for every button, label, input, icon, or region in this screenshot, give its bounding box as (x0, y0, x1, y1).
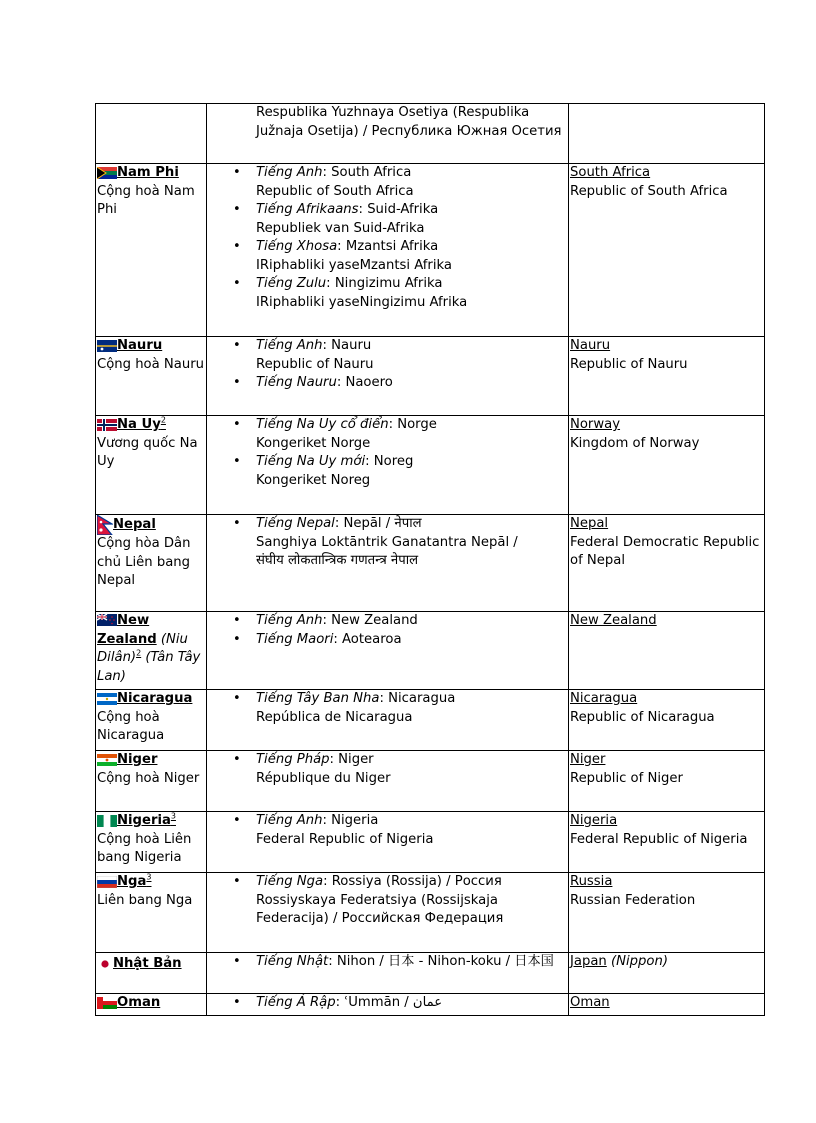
list-item: • Tiếng Xhosa: Mzantsi Afrika IRiphabliki yaseMzantsi Afrika (256, 238, 568, 275)
table-row (96, 994, 765, 1016)
country-link-nepal[interactable]: Nepal (113, 516, 156, 532)
nicaragua-flag-icon (97, 693, 117, 705)
country-link-nauru[interactable]: Nauru (117, 338, 163, 353)
list-item: • Tiếng Afrikaans: Suid-Afrika Republiek van Suid-Afrika (256, 201, 568, 238)
south-africa-flag-icon (97, 167, 117, 179)
english-official-name: Russian Federation (570, 892, 696, 908)
footnote-marker: 2 (160, 415, 166, 425)
list-item: • Tiếng Zulu: Ningizimu Afrika IRiphabliki yaseNingizimu Afrika (256, 275, 568, 312)
english-official-name: Kingdom of Norway (570, 435, 700, 451)
english-cell (569, 812, 765, 873)
language-list (208, 994, 568, 1013)
names-cell (207, 337, 569, 416)
russia-flag-icon (97, 876, 117, 888)
english-cell (569, 104, 765, 164)
names-cell (207, 953, 569, 994)
english-link[interactable]: Oman (570, 995, 610, 1010)
table-row (96, 104, 765, 164)
nepal-flag-icon (97, 515, 113, 535)
table-row (96, 873, 765, 953)
language-list (208, 751, 568, 788)
names-cell (207, 873, 569, 953)
language-list (208, 953, 568, 972)
official-name: Cộng hoà Liên bang Nigeria (97, 831, 192, 865)
official-name: Cộng hoà Nam Phi (97, 183, 195, 217)
nauru-flag-icon (97, 340, 117, 352)
table-row (96, 416, 765, 515)
names-cell (207, 104, 569, 164)
english-link[interactable]: Russia (570, 874, 613, 889)
english-link[interactable]: Niger (570, 752, 606, 767)
country-cell (96, 873, 207, 953)
official-name: Cộng hoà Nauru (97, 356, 204, 372)
country-cell (96, 515, 207, 612)
english-link[interactable]: Nauru (570, 338, 611, 353)
names-cell (207, 690, 569, 751)
language-list (208, 690, 568, 727)
table-row (96, 751, 765, 812)
english-cell (569, 690, 765, 751)
country-cell (96, 812, 207, 873)
names-cell (207, 994, 569, 1016)
country-link-na-uy[interactable]: Na Uy$^2$ (117, 415, 166, 432)
country-cell (96, 337, 207, 416)
english-link[interactable]: Nicaragua (570, 691, 638, 706)
nigeria-flag-icon (97, 815, 117, 827)
table-row (96, 953, 765, 994)
japan-flag-icon (97, 958, 113, 970)
english-note: (Nippon) (606, 954, 668, 969)
list-item: • Tiếng Maori: Aotearoa (256, 631, 568, 650)
english-link[interactable]: Nepal (570, 516, 609, 531)
country-link-oman[interactable]: Oman (117, 995, 161, 1010)
official-name: Vương quốc Na Uy (97, 435, 198, 469)
list-item: • Tiếng Anh: South Africa Republic of South Africa (256, 164, 568, 201)
english-official-name: Republic of South Africa (570, 183, 728, 199)
list-item: • Tiếng Anh: New Zealand (256, 612, 568, 631)
list-item: • Tiếng Nauru: Naoero (256, 374, 568, 393)
official-name: Cộng hoà Niger (97, 770, 200, 786)
country-link-niger[interactable]: Niger (117, 752, 158, 767)
english-cell (569, 164, 765, 337)
country-link-nam-phi[interactable]: Nam Phi (117, 165, 179, 180)
footnote-marker: 3 (170, 811, 176, 821)
country-cell (96, 994, 207, 1016)
norway-flag-icon (97, 419, 117, 431)
language-list (208, 612, 568, 649)
list-item: • Tiếng Tây Ban Nha: Nicaragua República de Nicaragua (256, 690, 568, 727)
english-cell (569, 612, 765, 690)
language-list (208, 873, 568, 929)
english-link[interactable]: Nigeria (570, 813, 618, 828)
language-list (208, 337, 568, 393)
table-row (96, 612, 765, 690)
table-row (96, 812, 765, 873)
english-cell (569, 953, 765, 994)
english-cell (569, 873, 765, 953)
english-link[interactable]: Japan (570, 954, 607, 969)
official-name: Cộng hòa Dân chủ Liên bang Nepal (97, 536, 191, 588)
english-official-name: Republic of Nauru (570, 356, 688, 372)
list-item: • Tiếng Na Uy mới: Noreg Kongeriket Noreg (256, 453, 568, 490)
oman-flag-icon (97, 997, 117, 1009)
country-cell (96, 416, 207, 515)
names-cell (207, 515, 569, 612)
table-row (96, 164, 765, 337)
english-link[interactable]: Norway (570, 417, 621, 432)
countries-table (95, 103, 765, 1016)
language-list (208, 164, 568, 312)
country-cell (96, 751, 207, 812)
english-cell (569, 416, 765, 515)
country-link-nigeria[interactable]: Nigeria$^3$ (117, 811, 176, 828)
english-cell (569, 515, 765, 612)
list-item: • Tiếng Na Uy cổ điển: Norge Kongeriket Norge (256, 416, 568, 453)
footnote-marker: 3 (146, 872, 152, 882)
list-item: • Tiếng Nepal: Nepāl / नेपाल Sanghiya Loktāntrik Ganatantra Nepāl / संघीय लोकतान्त्रिक गणतन्त्र नेपाल (256, 515, 568, 571)
names-cell (207, 751, 569, 812)
table-row (96, 337, 765, 416)
niger-flag-icon (97, 754, 117, 766)
english-cell (569, 337, 765, 416)
country-link-nga[interactable]: Nga$^3$ (117, 872, 152, 889)
list-item: • Tiếng Anh: Nigeria Federal Republic of Nigeria (256, 812, 568, 849)
list-item: • Tiếng Pháp: Niger République du Niger (256, 751, 568, 788)
official-name: Liên bang Nga (97, 892, 193, 908)
english-cell (569, 994, 765, 1016)
country-cell (96, 612, 207, 690)
names-cell (207, 416, 569, 515)
country-link-new-zealand[interactable]: New Zealand (97, 613, 157, 647)
country-note-2: (Tân Tây Lan) (97, 650, 201, 684)
english-official-name: Federal Republic of Nigeria (570, 831, 748, 847)
official-name: Cộng hoà Nicaragua (97, 709, 165, 743)
names-cell (207, 612, 569, 690)
english-official-name: Republic of Niger (570, 770, 683, 786)
country-cell (96, 690, 207, 751)
table-row (96, 690, 765, 751)
english-link[interactable]: South Africa (570, 165, 651, 180)
names-cell (207, 164, 569, 337)
country-link-nicaragua[interactable]: Nicaragua (117, 691, 193, 706)
new-zealand-flag-icon (97, 614, 117, 626)
names-cell (207, 812, 569, 873)
list-item: • Tiếng Nhật: Nihon / 日本 - Nihon-koku / 日本国 (256, 953, 568, 972)
english-link[interactable]: New Zealand (570, 613, 657, 628)
country-cell (96, 104, 207, 164)
language-list (208, 515, 568, 571)
country-link-nhat-ban[interactable]: Nhật Bản (113, 956, 182, 971)
list-item: • Tiếng Anh: Nauru Republic of Nauru (256, 337, 568, 374)
footnote-marker: 2 (136, 648, 142, 658)
list-item: • Tiếng Nga: Rossiya (Rossija) / Россия Rossiyskaya Federatsiya (Rossijskaja Federacija) / Российская Федерация (256, 873, 568, 929)
country-cell (96, 164, 207, 337)
language-list (208, 416, 568, 490)
english-official-name: Federal Democratic Republic of Nepal (570, 534, 760, 568)
country-note: (Niu Dilân) (97, 631, 188, 665)
table-row (96, 515, 765, 612)
language-list (208, 812, 568, 849)
country-cell (96, 953, 207, 994)
native-name-text: Respublika Yuzhnaya Osetiya (Respublika Južnaja Osetija) / Республика Южная Осетия (256, 105, 562, 139)
list-item: • Tiếng Ả Rập: ʿUmmān / عمان (256, 994, 568, 1013)
english-official-name: Republic of Nicaragua (570, 709, 715, 725)
english-cell (569, 751, 765, 812)
